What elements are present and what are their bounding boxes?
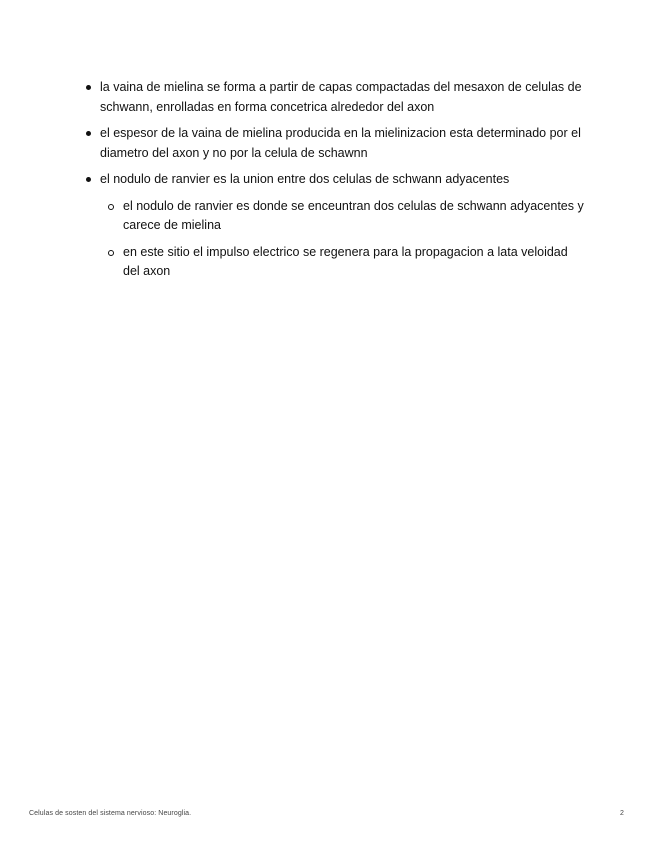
bullet-circle-icon: [108, 204, 114, 210]
footer-title: Celulas de sosten del sistema nervioso: Neuroglia.: [29, 810, 192, 817]
list-item: [84, 124, 584, 163]
bullet-dot-icon: [86, 131, 91, 136]
page-number: 2: [620, 810, 624, 817]
bullet-dot-icon: [86, 177, 91, 182]
list-item-text: la vaina de mielina se forma a partir de capas compactadas del mesaxon de celulas de schwann, enrolladas en forma concetrica alrededor del axon: [100, 80, 582, 114]
sub-list-item: [100, 243, 584, 282]
sub-bullet-list: [100, 197, 584, 282]
bullet-dot-icon: [86, 85, 91, 90]
list-item-text: el espesor de la vaina de mielina producida en la mielinizacion esta determinado por el diametro del axon y no por la celula de schawnn: [100, 126, 581, 160]
sub-list-item: [100, 197, 584, 236]
list-item: [84, 170, 584, 282]
sub-list-item-text: en este sitio el impulso electrico se regenera para la propagacion a lata veloidad del axon: [123, 244, 568, 278]
bullet-circle-icon: [108, 250, 114, 256]
list-item-text: el nodulo de ranvier es la union entre dos celulas de schwann adyacentes: [100, 172, 510, 186]
sub-list-item-text: el nodulo de ranvier es donde se enceuntran dos celulas de schwann adyacentes y carece de mielina: [123, 198, 584, 232]
page-content: [84, 78, 584, 289]
list-item: [84, 78, 584, 117]
bullet-list: [84, 78, 584, 282]
